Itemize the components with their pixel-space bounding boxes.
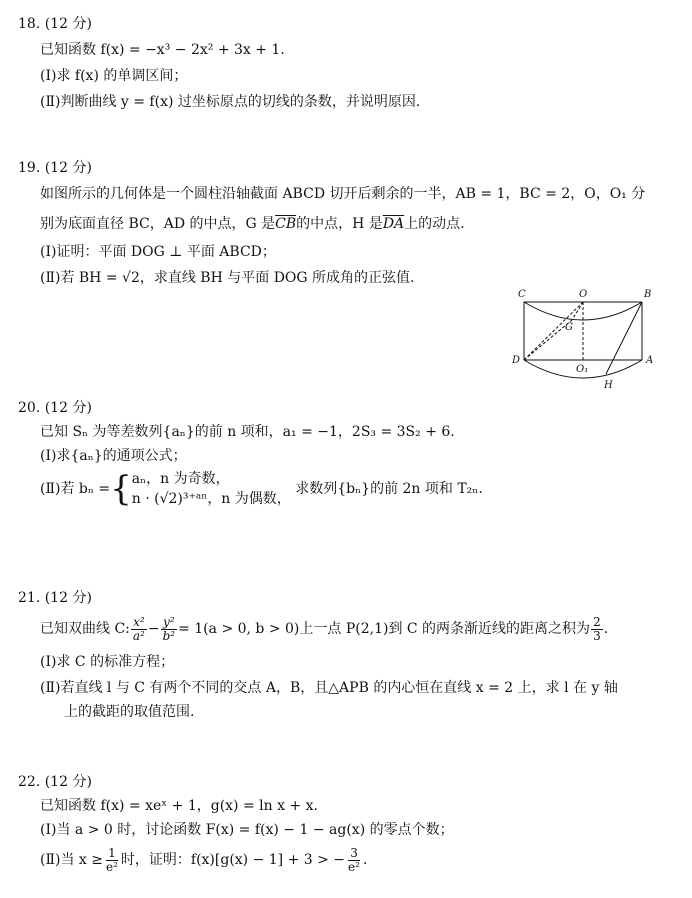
case-odd: aₙ，n 为奇数，	[131, 471, 230, 487]
half-cylinder-figure	[508, 288, 658, 392]
q18-part1: (Ⅰ)求 f(x) 的单调区间；	[40, 68, 188, 84]
q19-part1: (Ⅰ)证明：平面 DOG ⊥ 平面 ABCD；	[40, 244, 276, 260]
q21-period: .	[603, 621, 609, 637]
fig-label-b: B	[644, 289, 652, 300]
frac-2-3: $\frac{2}{3}$	[593, 614, 601, 643]
fig-label-g: G	[565, 322, 573, 333]
q22-period: .	[362, 852, 368, 868]
q21-text-c: = 1(a > 0, b > 0)上一点 P(2,1)到 C 的两条渐近线的距离之积为	[178, 621, 591, 637]
q21-statement	[40, 612, 608, 646]
piecewise-cases	[132, 469, 291, 509]
q21-part2-line2: 上的截距的取值范围.	[64, 704, 195, 720]
frac-3-e2: $\frac{3}{\text{e²}}$	[348, 845, 360, 874]
arc-cb: $\overline{CB}$	[275, 216, 297, 232]
q20-statement: 已知 Sₙ 为等差数列{aₙ}的前 n 项和，a₁ = −1，2S₃ = 3S₂ + 6.	[40, 424, 455, 440]
q20-part2-prefix: (Ⅱ)若 bₙ =	[40, 481, 111, 497]
frac-x2-a2: $\frac{\text{x²}}{\text{a²}}$	[132, 614, 145, 643]
q21-part1: (Ⅰ)求 C 的标准方程；	[40, 654, 175, 670]
q22-text-a: (Ⅱ)当 x ≥	[40, 852, 103, 868]
q19-statement-line1: 如图所示的几何体是一个圆柱沿轴截面 ABCD 切开后剩余的一半，AB = 1，BC = 2，O，O₁ 分	[40, 186, 646, 202]
q19-text-b: 的中点，H 是	[296, 216, 383, 232]
fig-label-c: C	[518, 289, 526, 300]
q19-text-a: 别为底面直径 BC，AD 的中点，G 是	[40, 216, 276, 232]
q22-part2	[40, 842, 367, 878]
q21-minus: −	[147, 621, 160, 637]
q19-statement-line2	[40, 214, 465, 234]
q22-text-b: 时，证明：f(x)[g(x) − 1] + 3 > −	[120, 852, 346, 868]
case-even: n · (√2)³⁺ᵃⁿ，n 为偶数，	[131, 491, 291, 507]
fig-line-do	[524, 302, 583, 360]
fig-label-h: H	[604, 380, 613, 391]
q19-text-c: 上的动点.	[404, 216, 465, 232]
q20-part2-suffix: 求数列{bₙ}的前 2n 项和 T₂ₙ.	[295, 481, 483, 497]
fig-line-og	[572, 302, 583, 320]
q22-part1: (Ⅰ)当 a > 0 时，讨论函数 F(x) = f(x) − 1 − ag(x) 的零点个数；	[40, 822, 454, 838]
q18-header: 18. (12 分)	[18, 16, 92, 32]
q21-header: 21. (12 分)	[18, 590, 92, 606]
q18-part2: (Ⅱ)判断曲线 y = f(x) 过坐标原点的切线的条数，并说明原因.	[40, 94, 421, 110]
fig-label-o1: O₁	[576, 364, 589, 375]
frac-y2-b2: $\frac{\text{y²}}{\text{b²}}$	[162, 614, 176, 643]
arc-da: $\overline{DA}$	[382, 216, 405, 232]
q21-part2-line1: (Ⅱ)若直线 l 与 C 有两个不同的交点 A，B，且△APB 的内心恒在直线 x = 2 上，求 l 在 y 轴	[40, 680, 618, 696]
fig-label-a: A	[646, 355, 654, 366]
fig-label-d: D	[512, 355, 521, 366]
piecewise-brace: {	[110, 469, 132, 509]
q20-header: 20. (12 分)	[18, 400, 92, 416]
fig-label-o: O	[579, 289, 588, 300]
q19-part2: (Ⅱ)若 BH = √2，求直线 BH 与平面 DOG 所成角的正弦值.	[40, 270, 415, 286]
q20-part1: (Ⅰ)求{aₙ}的通项公式；	[40, 448, 187, 464]
q21-text-a: 已知双曲线 C:	[40, 621, 130, 637]
q20-part2	[40, 466, 483, 512]
q22-statement: 已知函数 f(x) = xeˣ + 1，g(x) = ln x + x.	[40, 798, 318, 814]
q18-statement: 已知函数 f(x) = −x³ − 2x² + 3x + 1.	[40, 42, 285, 58]
q19-header: 19. (12 分)	[18, 160, 92, 176]
frac-1-e2: $\frac{1}{\text{e²}}$	[105, 845, 118, 874]
q22-header: 22. (12 分)	[18, 774, 92, 790]
